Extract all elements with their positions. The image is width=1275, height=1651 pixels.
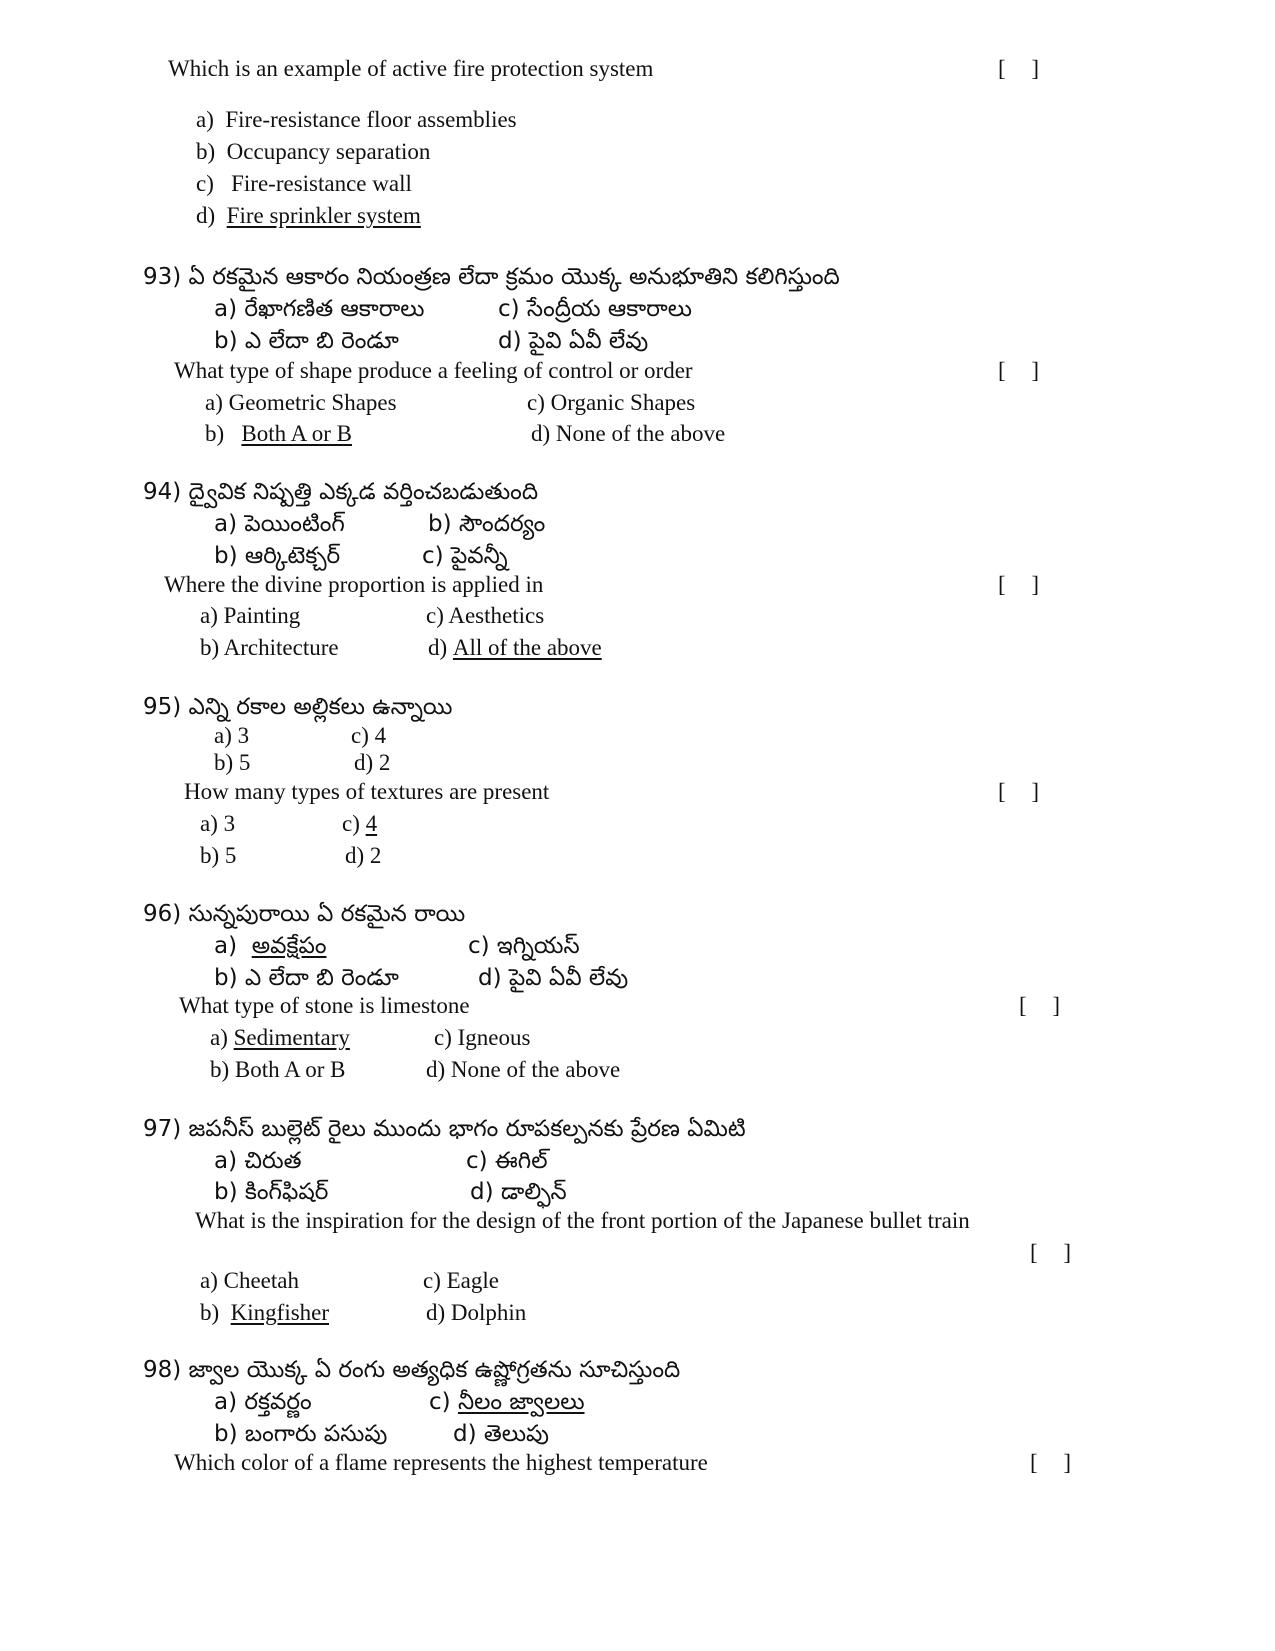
option-a: a) Sedimentary — [210, 1025, 350, 1050]
correct-answer-te: నీలం జ్వాలలు — [457, 1389, 585, 1415]
correct-answer: Sedimentary — [233, 1025, 350, 1050]
option-c-te: c) ఈగిల్ — [466, 1148, 548, 1174]
option-a: a) 3 — [200, 811, 236, 836]
option-c: c) Organic Shapes — [527, 390, 696, 415]
option-b-te: b) బంగారు పసుపు — [214, 1421, 388, 1447]
option-a-te: a) 3 — [214, 723, 250, 748]
question-text-te: 94) ద్వైవిక నిష్పత్తి ఎక్కడ వర్తించబడుతుంది — [143, 479, 539, 505]
option-d: d) Dolphin — [426, 1300, 527, 1325]
option-a: a) Cheetah — [200, 1268, 299, 1293]
option-d: d) All of the above — [428, 635, 602, 660]
option-c-te: c) పైవన్నీ — [422, 543, 508, 569]
option-c: c) Eagle — [423, 1268, 499, 1293]
option-d-te: d) తెలుపు — [453, 1421, 549, 1447]
option-c: c) Igneous — [434, 1025, 531, 1050]
answer-bracket: [ ] — [998, 56, 1050, 81]
question-text-en: How many types of textures are present — [184, 779, 550, 804]
option-d: d) Fire sprinkler system — [196, 203, 421, 228]
option-d: d) None of the above — [531, 421, 726, 446]
option-c: c) 4 — [342, 811, 378, 836]
question-text-en: What is the inspiration for the design of the front portion of the Japanese bullet train — [195, 1208, 970, 1233]
question-text-en: Where the divine proportion is applied in — [164, 572, 544, 597]
correct-answer-te: అవక్షేపం — [251, 933, 327, 959]
option-c: c) Aesthetics — [426, 603, 545, 628]
question-text-en: What type of stone is limestone — [179, 993, 470, 1018]
option-a-te: a) రేఖాగణిత ఆకారాలు — [214, 296, 425, 322]
option-a: a) Fire-resistance floor assemblies — [196, 107, 517, 132]
answer-bracket: [ ] — [1030, 1240, 1082, 1265]
option-a: a) Geometric Shapes — [205, 390, 397, 415]
option-b: b) Both A or B — [210, 1057, 346, 1082]
question-text-en: Which is an example of active fire protection system — [168, 56, 654, 81]
option-b: b) 5 — [200, 843, 237, 868]
option-b-te: b) కింగ్‌ఫిషర్ — [214, 1179, 329, 1205]
question-text-te: 93) ఏ రకమైన ఆకారం నియంత్రణ లేదా క్రమం యొక్క అనుభూతిని కలిగిస్తుంది — [143, 264, 840, 290]
answer-bracket: [ ] — [998, 779, 1050, 804]
option-b-te: b) ఎ లేదా బి రెండూ — [214, 328, 399, 354]
option-a-te: a) రక్తవర్ణం — [214, 1389, 312, 1415]
answer-bracket: [ ] — [1030, 1450, 1082, 1475]
option-d: d) None of the above — [426, 1057, 621, 1082]
question-text-te: 95) ఎన్ని రకాల అల్లికలు ఉన్నాయి — [143, 694, 453, 720]
option-b: b) Occupancy separation — [196, 139, 431, 164]
option-a-te: a) అవక్షేపం — [214, 933, 327, 959]
option-a: a) Painting — [200, 603, 301, 628]
option-d: d) 2 — [345, 843, 382, 868]
option-a-te: a) చిరుత — [214, 1148, 302, 1174]
correct-answer: Fire sprinkler system — [226, 203, 421, 228]
question-text-te: 97) జపనీస్ బుల్లెట్ రైలు ముందు భాగం రూపకల్పనకు ప్రేరణ ఏమిటి — [143, 1116, 746, 1142]
option-b-te: b) ఎ లేదా బి రెండూ — [214, 965, 399, 991]
question-text-te: 96) సున్నపురాయి ఏ రకమైన రాయి — [143, 901, 466, 927]
correct-answer: All of the above — [452, 635, 602, 660]
option-c-te: c) ఇగ్నియస్ — [468, 933, 580, 959]
option-c-te: c) నీలం జ్వాలలు — [429, 1389, 585, 1415]
option-b: b) Both A or B — [205, 421, 352, 446]
option-b: b) Architecture — [200, 635, 339, 660]
option-b-te: b) 5 — [214, 750, 251, 775]
option-d-te: d) పైవి ఏవీ లేవు — [478, 965, 629, 991]
option-d-te: d) డాల్ఫిన్ — [470, 1179, 567, 1205]
correct-answer: Kingfisher — [230, 1300, 330, 1325]
option-d-te: d) 2 — [354, 750, 391, 775]
answer-bracket: [ ] — [1019, 993, 1071, 1018]
option-b-te: b) సౌందర్యం — [428, 511, 546, 537]
option-c: c) Fire-resistance wall — [196, 171, 412, 196]
option-b2-te: b) ఆర్కిటెక్చర్ — [214, 543, 341, 569]
question-text-te: 98) జ్వాల యొక్క ఏ రంగు అత్యధిక ఉష్ణోగ్రతను సూచిస్తుంది — [143, 1357, 681, 1383]
question-text-en: Which color of a flame represents the highest temperature — [174, 1450, 708, 1475]
option-d-te: d) పైవి ఏవీ లేవు — [498, 328, 649, 354]
correct-answer: 4 — [365, 811, 378, 836]
option-c-te: c) సేంద్రీయ ఆకారాలు — [498, 296, 692, 322]
option-b: b) Kingfisher — [200, 1300, 330, 1325]
option-a-te: a) పెయింటింగ్ — [214, 511, 345, 537]
correct-answer: Both A or B — [241, 421, 352, 446]
answer-bracket: [ ] — [998, 358, 1050, 383]
question-text-en: What type of shape produce a feeling of control or order — [174, 358, 693, 383]
answer-bracket: [ ] — [998, 572, 1050, 597]
option-c-te: c) 4 — [351, 723, 387, 748]
